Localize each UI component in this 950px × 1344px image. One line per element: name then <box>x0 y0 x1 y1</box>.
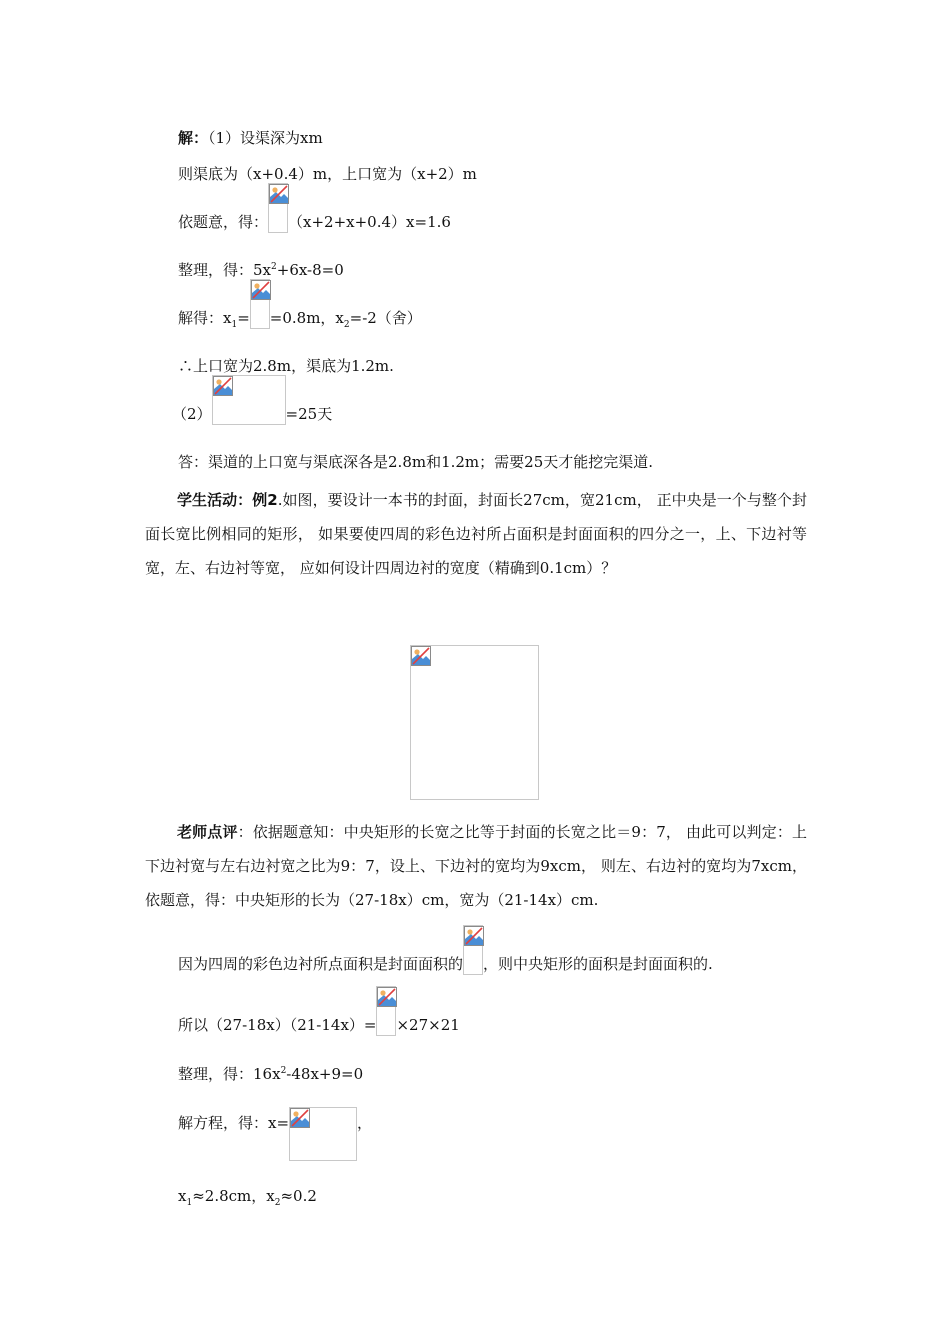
student-activity-label: 学生活动：例2 <box>177 491 278 509</box>
fraction-image <box>463 925 483 975</box>
broken-image-icon <box>290 1108 310 1128</box>
comment-line-4: 解方程，得：x= ， <box>178 1113 372 1161</box>
solution-line-6: ∴上口宽为2.8m，渠底为1.2m. <box>178 357 394 375</box>
comment-line-3: 整理，得：$16x^2-48x+9=0$ <box>178 1065 364 1083</box>
broken-image-icon <box>213 376 233 396</box>
solution-line-7: （2） =25天 <box>172 404 332 425</box>
solution-line-3: 依题意，得： （x+2+x+0.4）x=1.6 <box>178 212 451 233</box>
solution-line-1: 解：（1）设渠深为xm <box>178 129 323 147</box>
teacher-comment-paragraph: 老师点评：依据题意知：中央矩形的长宽之比等于封面的长宽之比＝9：7， 由此可以判定：上下边衬宽与左右边衬宽之比为9：7，设上、下边衬的宽均为9xcm， 则左、右边衬的宽均为7xcm，依题意，得：中央矩形的长为（27-18x）cm，宽为（21-14x）cm. <box>145 823 807 909</box>
fraction-image <box>376 986 396 1036</box>
broken-image-icon <box>377 987 397 1007</box>
solution-line-5: 解得：$x_1=$ =0.8m，$x_2=-2$（舍） <box>178 308 422 329</box>
solution-label: 解： <box>178 129 209 147</box>
broken-image-icon <box>251 280 271 300</box>
solution-line-2: 则渠底为（x+0.4）m，上口宽为（x+2）m <box>178 165 477 183</box>
formula-image <box>250 279 270 329</box>
root-formula-image <box>289 1107 357 1161</box>
broken-image-icon <box>269 184 289 204</box>
broken-image-icon <box>411 646 431 666</box>
broken-image-icon <box>464 926 484 946</box>
book-cover-figure <box>410 645 539 800</box>
answer-line: 答：渠道的上口宽与渠底深各是2.8m和1.2m；需要25天才能挖完渠道. <box>178 453 654 471</box>
example-2-paragraph: 学生活动：例2.如图，要设计一本书的封面，封面长27cm，宽21cm， 正中央是一个与整个封面长宽比例相同的矩形， 如果要使四周的彩色边衬所占面积是封面面积的四分之一，上、下边衬等宽，左、右边衬等宽， 应如何设计四周边衬的宽度（精确到0.1cm）？ <box>145 491 807 577</box>
solution-line-4: 整理，得：$5x^2+6x-8=0$ <box>178 261 344 279</box>
formula-image <box>212 375 286 425</box>
comment-line-1: 因为四周的彩色边衬所点面积是封面面积的 ，则中央矩形的面积是封面面积的. <box>178 954 713 975</box>
teacher-comment-label: 老师点评 <box>177 823 238 841</box>
comment-line-5: $x_1\approx 2.8cm$，$x_2\approx 0.2$ <box>178 1187 317 1208</box>
comment-line-2: 所以（27-18x）（21-14x）= ×27×21 <box>178 1015 460 1036</box>
fraction-image <box>268 183 288 233</box>
